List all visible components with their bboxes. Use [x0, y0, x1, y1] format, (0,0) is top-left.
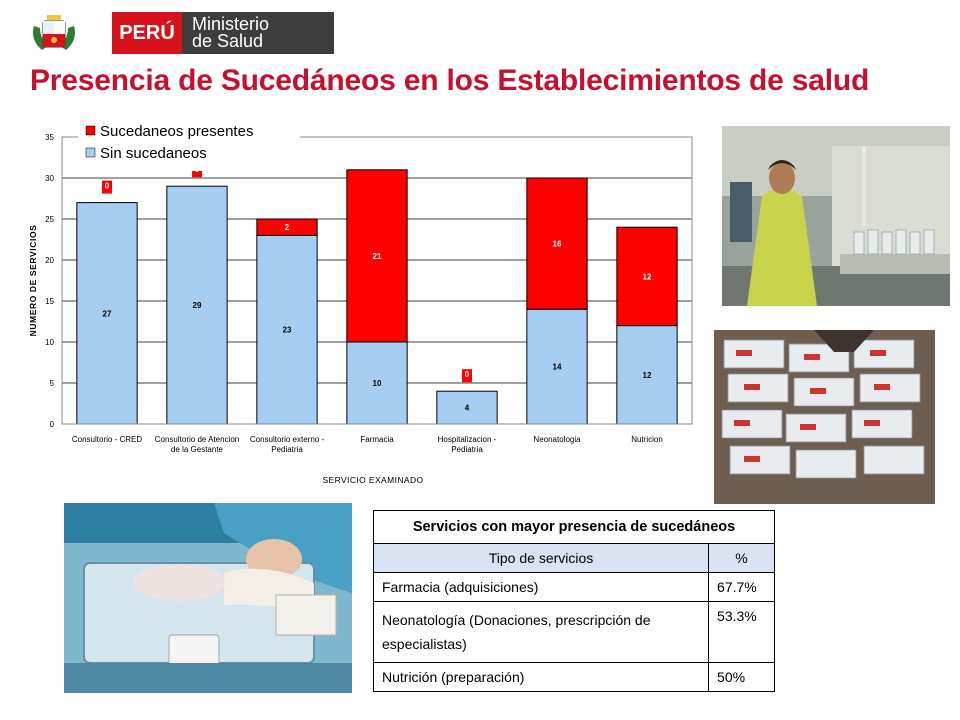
data-label: 2: [284, 223, 290, 233]
legend-label: Sin sucedaneos: [100, 145, 207, 162]
y-tick-label: 30: [45, 174, 54, 183]
x-tick-label: Nutricion: [631, 435, 663, 444]
percent-cell: 50%: [709, 663, 775, 692]
formula-cans-photo: [714, 330, 935, 504]
y-tick-label: 10: [45, 338, 54, 347]
x-tick-label: de la Gestante: [170, 445, 224, 454]
service-cell: Nutrición (preparación): [374, 663, 709, 692]
x-tick-label: Consultorio externo -: [249, 435, 325, 444]
legend-swatch: [86, 148, 95, 157]
x-tick-label: Hospitalizacion -: [437, 435, 497, 444]
pharmacy-worker-photo: [722, 126, 950, 306]
data-label: 23: [282, 325, 292, 335]
data-label: 16: [552, 239, 562, 249]
x-tick-label: Pediatria: [271, 445, 303, 454]
y-tick-label: 20: [45, 256, 54, 265]
x-axis-title: SERVICIO EXAMINADO: [322, 475, 424, 485]
percent-cell: 67.7%: [709, 573, 775, 602]
peru-coat-of-arms-icon: [28, 12, 80, 54]
data-label: 27: [102, 309, 112, 319]
stacked-bar-chart: [20, 115, 710, 495]
y-tick-label: 35: [45, 133, 54, 142]
x-tick-label: Consultorio - CRED: [71, 435, 143, 444]
table-title: Servicios con mayor presencia de sucedáneos: [374, 511, 775, 544]
data-label: 29: [192, 301, 202, 311]
x-tick-label: Neonatologia: [533, 435, 581, 444]
table-row: [374, 663, 775, 692]
x-tick-label: Consultorio de Atencion: [154, 435, 240, 444]
chart-legend: [78, 115, 300, 171]
data-label: 21: [372, 251, 382, 261]
y-tick-label: 5: [49, 379, 54, 388]
y-tick-label: 25: [45, 215, 54, 224]
x-tick-label: Pediatria: [451, 445, 483, 454]
ministry-logo: [28, 12, 308, 54]
y-tick-label: 0: [49, 420, 54, 429]
country-badge: PERÚ: [112, 12, 182, 54]
y-axis-title: NUMERO DE SERVICIOS: [28, 224, 38, 337]
x-tick-label: Farmacia: [360, 435, 394, 444]
table-header-row: [374, 544, 775, 573]
data-label: 10: [372, 379, 382, 388]
data-label: 14: [552, 362, 562, 372]
newborn-incubator-photo: [64, 503, 352, 693]
column-header-percent: %: [709, 544, 775, 573]
service-cell: Neonatología (Donaciones, prescripción de especialistas): [374, 602, 709, 663]
table-row: [374, 573, 775, 602]
table-title-row: [374, 511, 775, 544]
data-label: 12: [642, 272, 652, 282]
y-tick-label: 15: [45, 297, 54, 306]
table-row: [374, 602, 775, 663]
ministry-name: [182, 12, 334, 54]
data-label: 12: [642, 370, 652, 380]
legend-label: Sucedaneos presentes: [100, 123, 254, 140]
legend-swatch: [86, 126, 95, 135]
ministry-line-1: Ministerio: [192, 14, 270, 34]
ministry-line-2: de Salud: [192, 31, 264, 51]
data-label: 0: [464, 370, 470, 380]
percent-cell: 53.3%: [709, 602, 775, 663]
page-title: Presencia de Sucedáneos en los Establecimientos de salud: [30, 64, 870, 97]
data-label: 0: [104, 181, 110, 191]
data-label: 4: [464, 403, 470, 413]
summary-table: [373, 510, 775, 692]
column-header-service: Tipo de servicios: [374, 544, 709, 573]
service-cell: Farmacia (adquisiciones): [374, 573, 709, 602]
